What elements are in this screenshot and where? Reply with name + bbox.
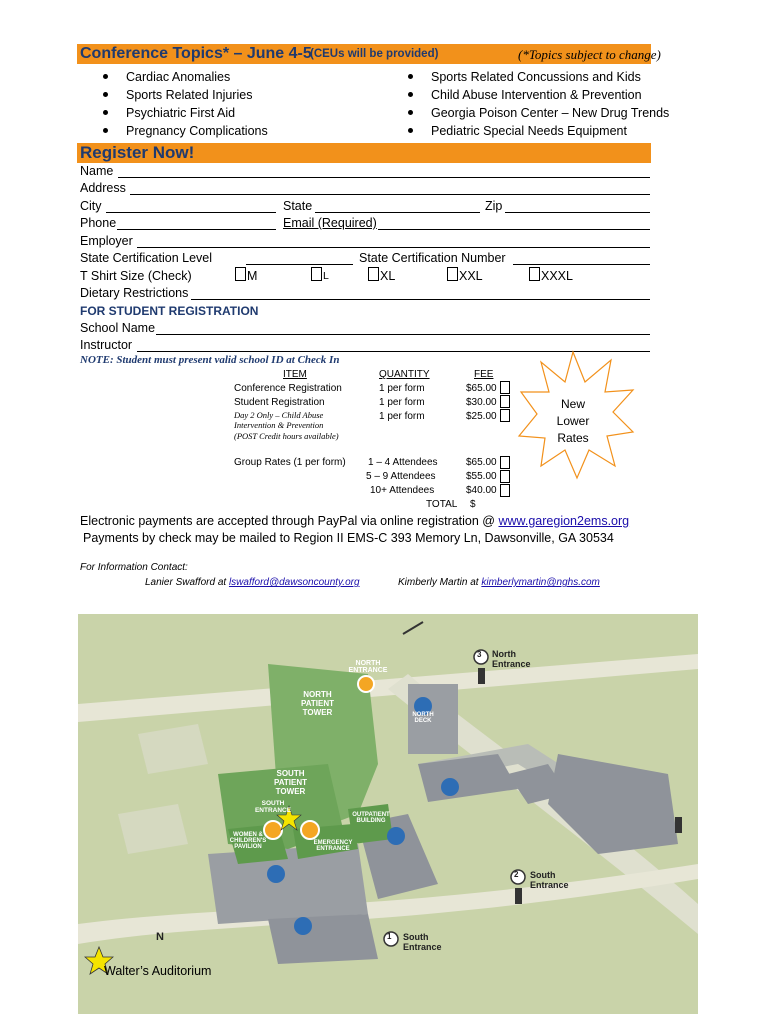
topic-item: Cardiac Anomalies — [103, 70, 230, 84]
email-label: Email (Required) — [283, 216, 377, 230]
conference-registration-checkbox[interactable] — [500, 381, 510, 394]
group-10plus-checkbox[interactable] — [500, 484, 510, 497]
col-fee-header: FEE — [474, 369, 494, 380]
group-rates-label: Group Rates (1 per form) — [234, 457, 346, 468]
size-xxl-label: XXL — [459, 269, 483, 283]
city-label: City — [80, 199, 102, 213]
day2-checkbox[interactable] — [500, 409, 510, 422]
cert-number-field[interactable] — [513, 264, 650, 265]
map-label-north-entrance-building: NORTH ENTRANCE — [348, 660, 388, 674]
zip-label: Zip — [485, 199, 503, 213]
size-xxxl-label: XXXL — [541, 269, 573, 283]
fee-qty: 1 per form — [379, 383, 425, 394]
fee-qty: 1 per form — [379, 397, 425, 408]
size-xl-label: XL — [380, 269, 396, 283]
fee-item: Conference Registration — [234, 383, 342, 394]
group-fee: $65.00 — [466, 457, 497, 468]
size-l-label: L — [323, 270, 329, 282]
topic-item: Child Abuse Intervention & Prevention — [408, 88, 642, 102]
col-quantity-header: QUANTITY — [379, 369, 430, 380]
total-value: $ — [470, 499, 476, 510]
total-label: TOTAL — [426, 499, 458, 510]
topic-item: Pregnancy Complications — [103, 124, 268, 138]
cert-level-label: State Certification Level — [80, 251, 213, 265]
address-field[interactable] — [130, 194, 650, 195]
instructor-label: Instructor — [80, 338, 133, 352]
size-m-label: M — [247, 269, 258, 283]
auditorium-legend: Walter’s Auditorium — [104, 964, 212, 978]
fee-item: Day 2 Only – Child Abuse — [234, 410, 324, 420]
conference-title: Conference Topics* – June 4-5 — [80, 45, 312, 62]
fee-amount: $25.00 — [466, 411, 497, 422]
topic-item: Sports Related Injuries — [103, 88, 252, 102]
svg-text:N: N — [156, 931, 164, 943]
map-number-1: 1 — [387, 932, 392, 941]
map-label-north-deck: NORTH DECK — [412, 712, 434, 724]
dietary-field[interactable] — [191, 299, 650, 300]
group-5-9-checkbox[interactable] — [500, 470, 510, 483]
email-link-2[interactable]: kimberlymartin@nghs.com — [481, 577, 600, 588]
contact-2: Kimberly Martin at kimberlymartin@nghs.com — [398, 577, 600, 588]
map-label-emergency: EMERGENCY ENTRANCE — [313, 840, 353, 852]
map-label-north-patient-tower: NORTH PATIENT TOWER — [300, 690, 335, 717]
tshirt-label: T Shirt Size (Check) — [80, 269, 192, 283]
student-section-title: FOR STUDENT REGISTRATION — [80, 304, 259, 318]
topic-item: Georgia Poison Center – New Drug Trends — [408, 106, 669, 120]
topics-note: (*Topics subject to change) — [518, 47, 661, 62]
website-link[interactable]: www.garegion2ems.org — [498, 514, 630, 528]
phone-label: Phone — [80, 216, 117, 230]
school-label: School Name — [80, 321, 156, 335]
state-label: State — [283, 199, 313, 213]
size-m-checkbox[interactable] — [235, 267, 246, 281]
email-field[interactable] — [378, 229, 650, 230]
employer-field[interactable] — [137, 247, 650, 248]
group-fee: $55.00 — [466, 471, 497, 482]
electronic-payment-text: Electronic payments are accepted through PayPal via online registration @ www.garegion2ems.org — [80, 514, 630, 528]
group-fee: $40.00 — [466, 485, 497, 496]
name-label: Name — [80, 164, 114, 178]
student-registration-checkbox[interactable] — [500, 395, 510, 408]
map-label-north-entrance: North Entrance — [492, 649, 531, 669]
fee-amount: $30.00 — [466, 397, 497, 408]
cert-number-label: State Certification Number — [359, 251, 506, 265]
contact-title: For Information Contact: — [80, 562, 188, 573]
dietary-label: Dietary Restrictions — [80, 286, 189, 300]
topic-item: Sports Related Concussions and Kids — [408, 70, 641, 84]
size-l-checkbox[interactable] — [311, 267, 322, 281]
address-label: Address — [80, 181, 126, 195]
map-number-2: 2 — [514, 870, 519, 879]
map-number-3: 3 — [477, 650, 482, 659]
map-label-south-patient-tower: SOUTH PATIENT TOWER — [273, 769, 308, 796]
register-title: Register Now! — [80, 143, 195, 162]
map-label-outpatient: OUTPATIENT BUILDING — [352, 812, 390, 824]
map-label-women-children: WOMEN & CHILDREN'S PAVILION — [229, 832, 267, 850]
phone-field[interactable] — [117, 229, 276, 230]
employer-label: Employer — [80, 234, 133, 248]
fee-item-line3: (POST Credit hours available) — [234, 431, 339, 441]
state-field[interactable] — [315, 212, 480, 213]
student-note: NOTE: Student must present valid school ID at Check In — [80, 354, 340, 366]
group-qty: 10+ Attendees — [370, 485, 435, 496]
size-xxxl-checkbox[interactable] — [529, 267, 540, 281]
map-label-south-entrance: South Entrance — [530, 870, 569, 890]
col-item-header: ITEM — [283, 369, 307, 380]
group-qty: 1 – 4 Attendees — [368, 457, 438, 468]
topic-item: Pediatric Special Needs Equipment — [408, 124, 627, 138]
ceu-note: (CEUs will be provided) — [310, 48, 439, 60]
topic-item: Psychiatric First Aid — [103, 106, 235, 120]
name-field[interactable] — [118, 177, 650, 178]
map-label-south-entrance-bottom: South Entrance — [403, 932, 442, 952]
group-qty: 5 – 9 Attendees — [366, 471, 436, 482]
size-xxl-checkbox[interactable] — [447, 267, 458, 281]
campus-map — [78, 614, 698, 1014]
cert-level-field[interactable] — [246, 264, 353, 265]
email-link-1[interactable]: lswafford@dawsoncounty.org — [228, 577, 360, 588]
school-field[interactable] — [156, 334, 650, 335]
size-xl-checkbox[interactable] — [368, 267, 379, 281]
fee-item: Student Registration — [234, 397, 325, 408]
check-payment-text: Payments by check may be mailed to Region II EMS-C 393 Memory Ln, Dawsonville, GA 30534 — [83, 531, 614, 545]
group-1-4-checkbox[interactable] — [500, 456, 510, 469]
fee-qty: 1 per form — [379, 411, 425, 422]
fee-item-line2: Intervention & Prevention — [234, 420, 324, 430]
starburst-text: New Lower Rates — [556, 397, 590, 445]
city-field[interactable] — [106, 212, 276, 213]
contact-1: Lanier Swafford at lswafford@dawsoncounty.org — [145, 577, 360, 588]
zip-field[interactable] — [505, 212, 650, 213]
fee-amount: $65.00 — [466, 383, 497, 394]
map-label-south-entrance-building: SOUTH ENTRANCE — [254, 800, 292, 814]
